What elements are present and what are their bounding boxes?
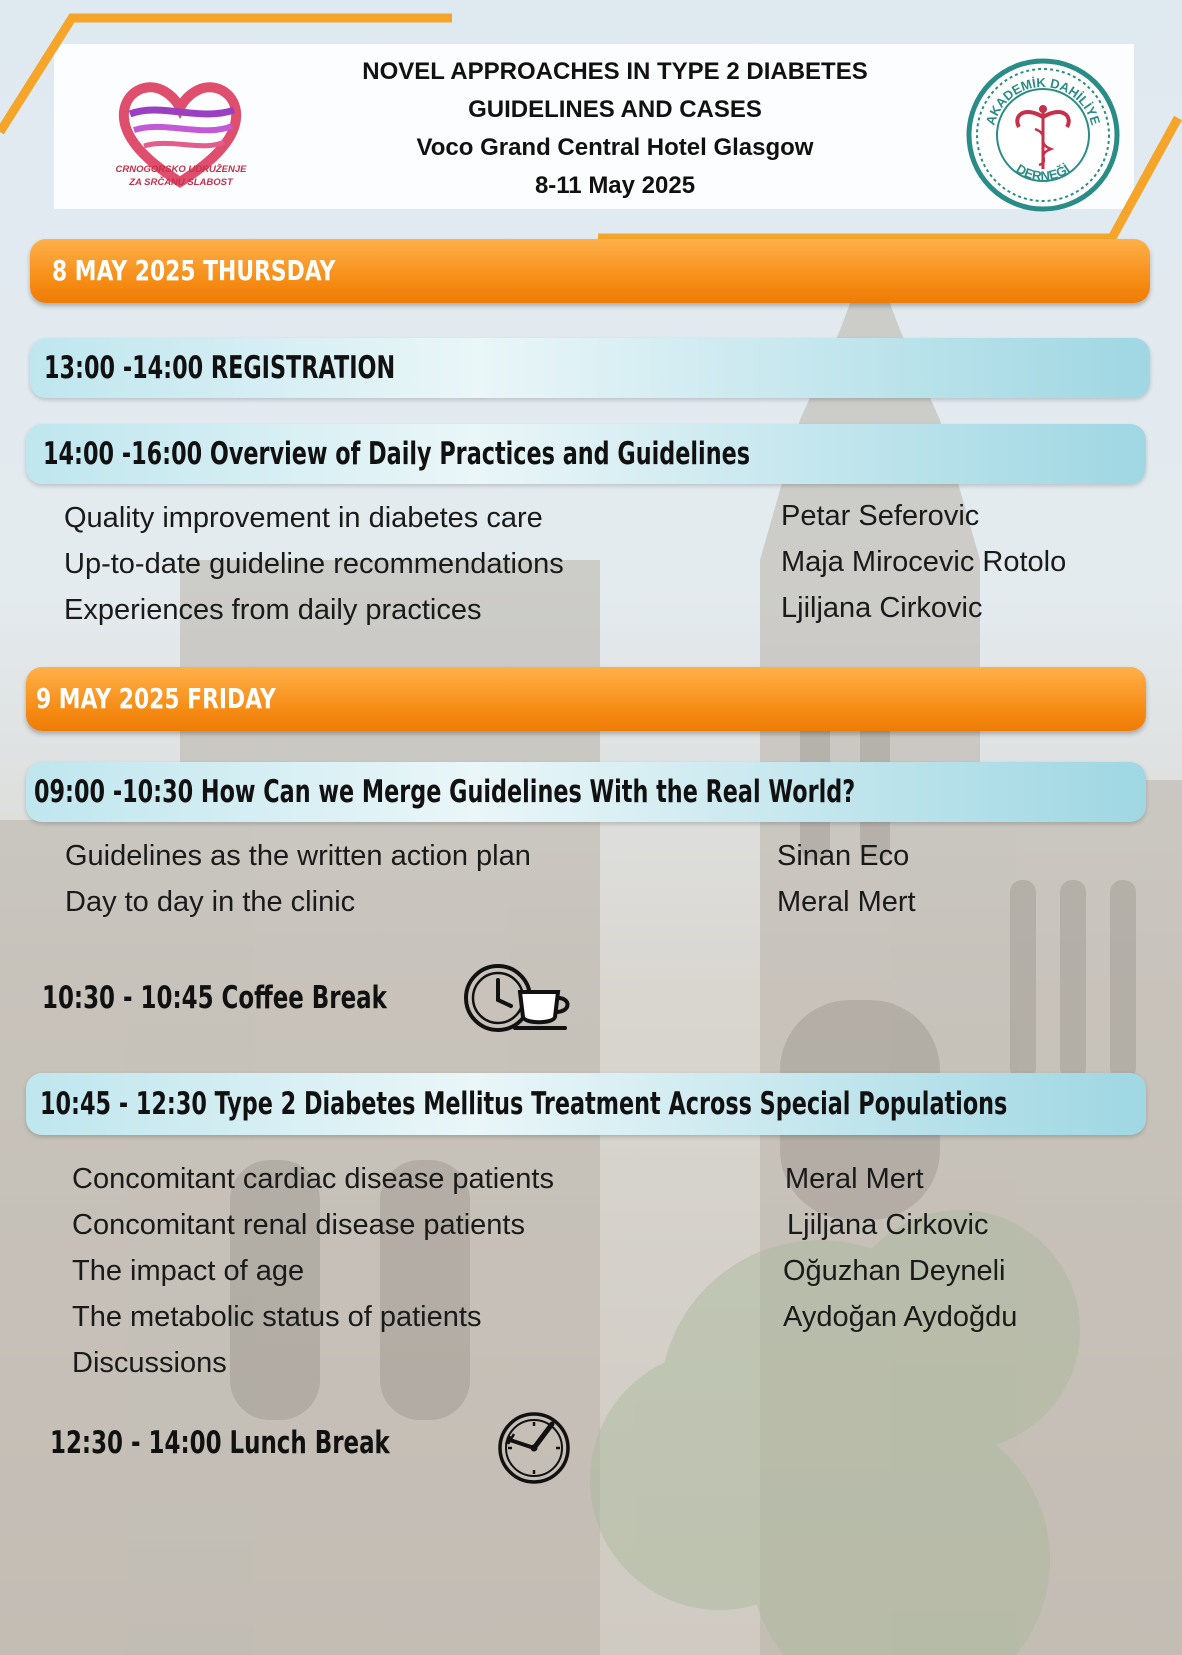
session-topic: Day to day in the clinic xyxy=(65,886,356,918)
session-title: 14:00 -16:00 Overview of Daily Practices and Guidelines xyxy=(43,436,751,472)
session-bar-special-populations xyxy=(26,1073,1146,1135)
session-topic: Discussions xyxy=(72,1347,227,1379)
session-speaker: Petar Seferovic xyxy=(781,500,980,532)
session-bar-merge-guidelines xyxy=(26,762,1146,822)
session-topic: Concomitant renal disease patients xyxy=(72,1209,525,1241)
seal-text-bottom: DERNEĞİ xyxy=(1013,160,1073,184)
clock-fork-knife-icon xyxy=(496,1410,572,1486)
session-topic: The metabolic status of patients xyxy=(72,1301,482,1333)
event-venue: Voco Grand Central Hotel Glasgow xyxy=(416,134,814,161)
day-label: 8 MAY 2025 THURSDAY xyxy=(52,254,336,287)
session-speaker: Aydoğan Aydoğdu xyxy=(783,1301,1018,1333)
left-logo-text-line-2: ZA SRČANU SLABOST xyxy=(129,177,233,188)
day-header-thursday xyxy=(30,239,1150,303)
session-topic: Experiences from daily practices xyxy=(64,594,482,626)
session-bar-overview xyxy=(26,424,1146,484)
session-title: 09:00 -10:30 How Can we Merge Guidelines With the Real World? xyxy=(34,774,856,810)
seal-text-top: AKADEMİK DAHİLİYE xyxy=(982,74,1104,127)
day-header-friday xyxy=(26,667,1146,731)
session-topic: Concomitant cardiac disease patients xyxy=(72,1163,554,1195)
session-title: 13:00 -14:00 REGISTRATION xyxy=(44,350,396,386)
day-label: 9 MAY 2025 FRIDAY xyxy=(36,682,276,715)
lunch-break-label: 12:30 - 14:00 Lunch Break xyxy=(50,1425,390,1461)
event-title-line-1: NOVEL APPROACHES IN TYPE 2 DIABETES xyxy=(362,58,868,85)
clock-coffee-icon xyxy=(463,962,573,1034)
event-dates: 8-11 May 2025 xyxy=(534,172,696,199)
session-speaker: Oğuzhan Deyneli xyxy=(783,1255,1006,1287)
event-title-line-2: GUIDELINES AND CASES xyxy=(468,96,762,123)
session-topic: The impact of age xyxy=(72,1255,305,1287)
session-bar-registration xyxy=(30,338,1150,398)
session-topic: Guidelines as the written action plan xyxy=(65,840,531,872)
session-speaker: Ljiljana Cirkovic xyxy=(787,1209,989,1241)
session-title: 10:45 - 12:30 Type 2 Diabetes Mellitus Treatment Across Special Populations xyxy=(40,1086,1008,1122)
left-logo-text-line-1: CRNOGORSKO UDRUŽENJE xyxy=(115,164,247,175)
coffee-break-label: 10:30 - 10:45 Coffee Break xyxy=(42,980,387,1016)
session-speaker: Sinan Eco xyxy=(777,840,910,872)
session-speaker: Maja Mirocevic Rotolo xyxy=(781,546,1067,578)
association-seal-icon xyxy=(963,57,1123,213)
session-speaker: Ljiljana Cirkovic xyxy=(781,592,983,624)
session-topic: Quality improvement in diabetes care xyxy=(64,502,543,534)
session-speaker: Meral Mert xyxy=(777,886,916,918)
session-speaker: Meral Mert xyxy=(785,1163,924,1195)
session-topic: Up-to-date guideline recommendations xyxy=(64,548,564,580)
